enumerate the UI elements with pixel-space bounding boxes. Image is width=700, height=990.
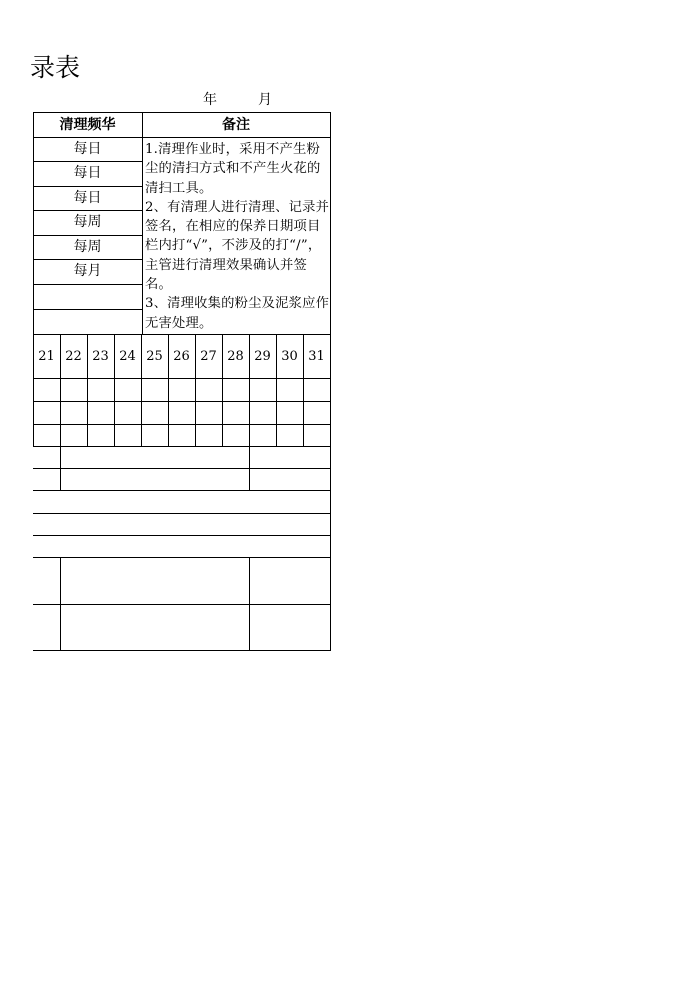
lower-column-line	[249, 446, 250, 490]
day-number: 24	[119, 349, 136, 364]
frequency-cell: 每日	[73, 190, 102, 206]
lower-row-line	[33, 490, 331, 491]
frequency-cell: 每日	[73, 165, 102, 181]
lower-column-line	[330, 446, 331, 650]
lower-row-line	[33, 468, 331, 469]
day-row-line	[33, 424, 331, 425]
table-border-right	[330, 112, 331, 334]
lower-row-line	[33, 513, 331, 514]
frequency-cell	[34, 284, 141, 308]
frequency-header: 清理频华	[59, 117, 116, 133]
day-row-line	[33, 401, 331, 402]
day-number: 29	[254, 349, 271, 364]
column-divider	[142, 112, 143, 334]
day-row-line	[33, 446, 331, 447]
day-number: 23	[92, 349, 109, 364]
page-title: 录表	[30, 53, 81, 82]
lower-row-line	[33, 535, 331, 536]
day-number: 25	[146, 349, 163, 364]
remark-item: 3、清理收集的粉尘及泥浆应作无害处理。	[145, 296, 330, 331]
day-row-line	[33, 378, 331, 379]
frequency-cell	[34, 309, 141, 333]
lower-row-line	[33, 650, 331, 651]
frequency-cell: 每日	[73, 141, 102, 157]
day-number: 26	[173, 349, 190, 364]
day-column-line	[330, 334, 331, 446]
day-number: 28	[227, 349, 244, 364]
month-label: 月	[258, 92, 272, 108]
lower-column-line	[249, 557, 250, 650]
lower-column-line	[60, 446, 61, 490]
day-number: 31	[308, 349, 325, 364]
remark-item: 2、有清理人进行清理、记录并签名，在相应的保养日期项目栏内打“√”，不涉及的打“/”，主管进行清理效果确认并签名。	[145, 199, 330, 293]
lower-row-line	[33, 557, 331, 558]
year-label: 年	[203, 92, 217, 108]
frequency-cell: 每周	[73, 214, 102, 230]
lower-row-line	[33, 604, 331, 605]
remark-item: 1.清理作业时，采用不产生粉尘的清扫方式和不产生火花的清扫工具。	[145, 142, 321, 196]
day-number: 27	[200, 349, 217, 364]
remarks-text	[145, 140, 330, 333]
remarks-header: 备注	[222, 117, 250, 133]
lower-column-line	[60, 557, 61, 650]
day-number: 21	[38, 349, 55, 364]
day-number: 30	[281, 349, 298, 364]
frequency-cell: 每月	[73, 263, 102, 279]
day-number: 22	[65, 349, 82, 364]
frequency-cell: 每周	[73, 239, 102, 255]
